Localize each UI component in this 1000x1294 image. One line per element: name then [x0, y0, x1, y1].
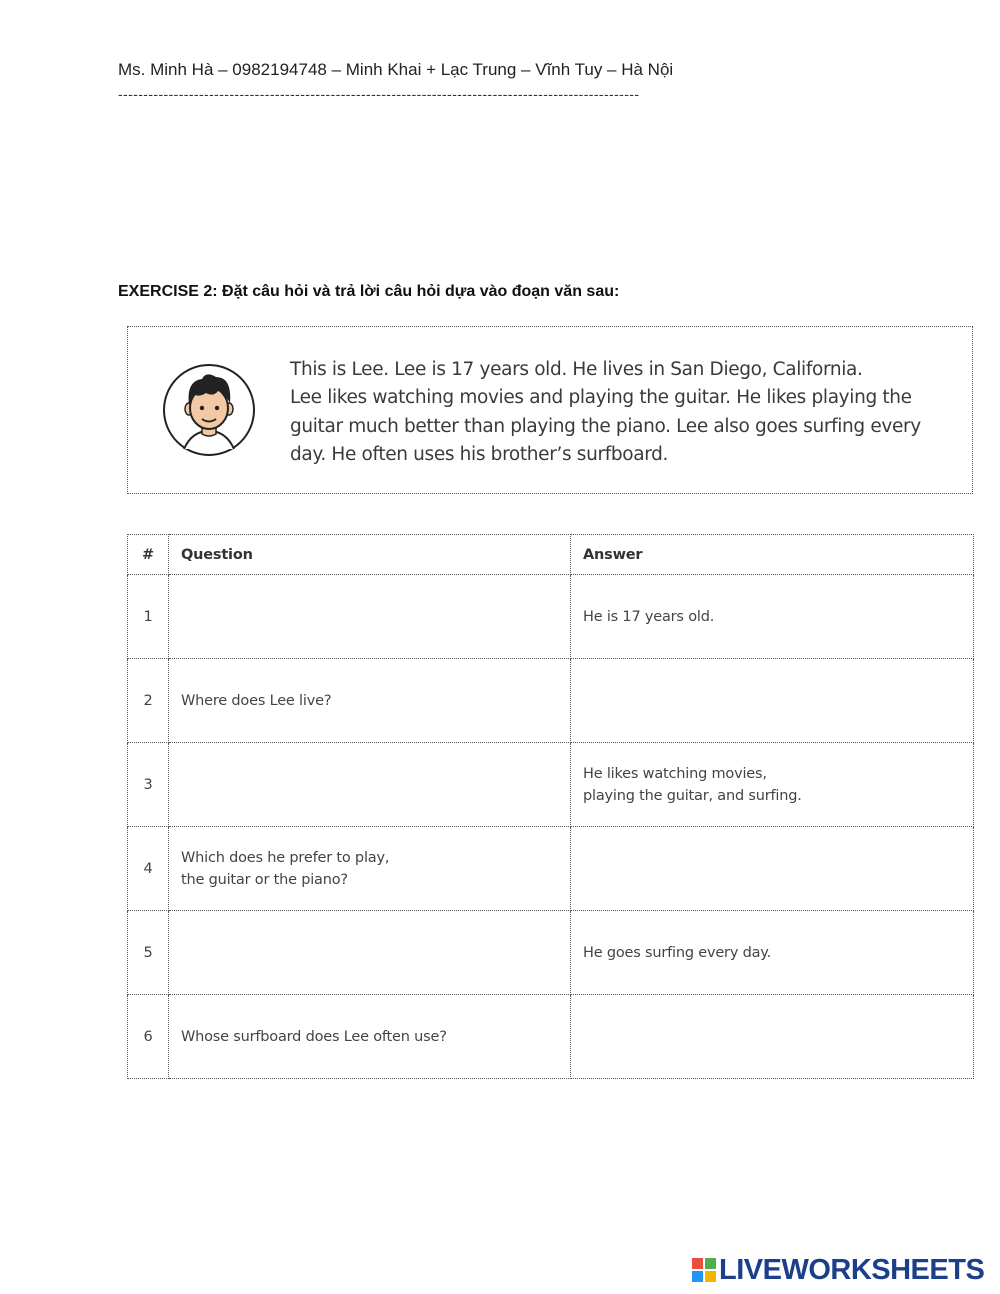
answer-text: He goes surfing every day.	[583, 944, 772, 961]
question-cell[interactable]	[169, 743, 571, 827]
table-header-row	[128, 535, 974, 575]
passage-line: guitar much better than playing the piano. Lee also goes surfing every	[290, 415, 921, 437]
question-text: Which does he prefer to play,	[181, 849, 390, 866]
passage-line: This is Lee. Lee is 17 years old. He lives in San Diego, California.	[290, 359, 863, 380]
table-row	[128, 743, 974, 827]
row-number: 5	[128, 911, 169, 995]
row-number: 4	[128, 827, 169, 911]
exercise-title: EXERCISE 2: Đặt câu hỏi và trả lời câu hỏi dựa vào đoạn văn sau:	[118, 283, 620, 300]
header-answer: Answer	[571, 535, 974, 575]
question-cell	[169, 995, 571, 1079]
question-text: the guitar or the piano?	[181, 871, 348, 888]
answer-cell[interactable]	[571, 827, 974, 911]
question-cell	[169, 659, 571, 743]
row-number: 6	[128, 995, 169, 1079]
header-question: Question	[169, 535, 571, 575]
table-row	[128, 575, 974, 659]
row-number: 2	[128, 659, 169, 743]
logo-text: LIVEWORKSHEETS	[719, 1253, 985, 1286]
header-number: #	[128, 535, 169, 575]
header-divider: -------------------------------------------------------------------------------------------------------	[118, 86, 640, 102]
passage-text	[290, 356, 930, 469]
table-row	[128, 995, 974, 1079]
answer-text: He likes watching movies,	[583, 765, 767, 782]
passage-line: Lee likes watching movies and playing the guitar. He likes playing the	[290, 387, 912, 409]
answer-text: He is 17 years old.	[583, 608, 715, 625]
passage-box	[127, 326, 973, 494]
row-number: 1	[128, 575, 169, 659]
answer-cell[interactable]	[571, 659, 974, 743]
row-number: 3	[128, 743, 169, 827]
answer-cell[interactable]	[571, 995, 974, 1079]
answer-text: playing the guitar, and surfing.	[583, 787, 802, 804]
answer-cell	[571, 575, 974, 659]
liveworksheets-logo	[692, 1253, 984, 1287]
table-row	[128, 827, 974, 911]
question-cell[interactable]	[169, 911, 571, 995]
passage-line: day. He often uses his brother’s surfboard.	[290, 443, 669, 465]
question-answer-table	[127, 534, 974, 1079]
boy-avatar-icon	[162, 363, 256, 457]
question-cell[interactable]	[169, 575, 571, 659]
question-text: Whose surfboard does Lee often use?	[181, 1028, 447, 1045]
answer-cell	[571, 911, 974, 995]
table-row	[128, 911, 974, 995]
answer-cell	[571, 743, 974, 827]
contact-line: Ms. Minh Hà – 0982194748 – Minh Khai + Lạc Trung – Vĩnh Tuy – Hà Nội	[118, 60, 674, 79]
liveworksheets-blocks-icon	[692, 1258, 716, 1282]
question-text: Where does Lee live?	[181, 692, 332, 709]
table-row	[128, 659, 974, 743]
question-cell	[169, 827, 571, 911]
